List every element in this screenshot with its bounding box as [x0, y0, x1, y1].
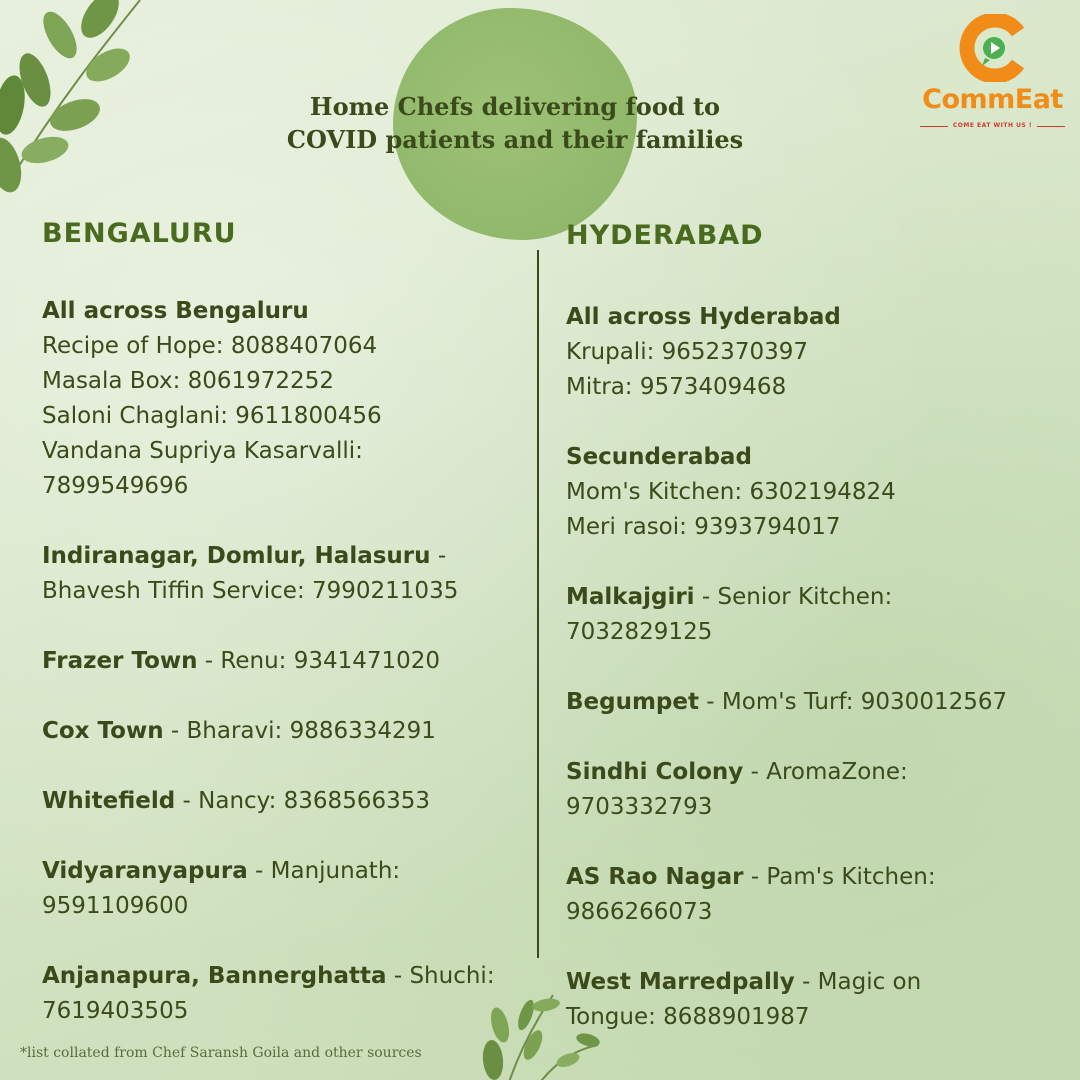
- contact-text: - Pam's Kitchen:: [743, 864, 936, 890]
- list-item: Recipe of Hope: 8088407064: [42, 333, 378, 359]
- list-item: [566, 755, 908, 825]
- area-name: Frazer Town: [42, 648, 198, 674]
- page-title-line-2: COVID patients and their families: [286, 125, 744, 154]
- list-item: Mom's Kitchen: 6302194824: [566, 479, 896, 505]
- list-item: Vandana Supriya Kasarvalli:: [42, 438, 363, 464]
- contact-text: - Manjunath:: [247, 858, 401, 884]
- list-item: [566, 860, 936, 930]
- section-heading: All across Hyderabad: [566, 304, 841, 330]
- leaf-sprig-bottom-icon: [478, 985, 608, 1080]
- contact-text: 9591109600: [42, 893, 189, 919]
- contact-text: 7032829125: [566, 619, 713, 645]
- list-item: [42, 959, 495, 1029]
- list-item: [566, 965, 921, 1035]
- contact-text: -: [430, 543, 447, 569]
- section-heading: All across Bengaluru: [42, 298, 309, 324]
- contact-text: - Renu: 9341471020: [197, 648, 441, 674]
- area-name: AS Rao Nagar: [566, 864, 744, 890]
- hyderabad-secunderabad: [566, 440, 896, 545]
- contact-text: Tongue: 8688901987: [566, 1004, 810, 1030]
- list-item: Krupali: 9652370397: [566, 339, 808, 365]
- hyderabad-all-across: [566, 300, 841, 405]
- contact-text: - Nancy: 8368566353: [175, 788, 430, 814]
- area-name: Malkajgiri: [566, 584, 695, 610]
- section-heading: Secunderabad: [566, 444, 752, 470]
- area-name: Sindhi Colony: [566, 759, 744, 785]
- list-item: Saloni Chaglani: 9611800456: [42, 403, 382, 429]
- area-name: Begumpet: [566, 689, 699, 715]
- list-item: [42, 714, 436, 749]
- area-name: Vidyaranyapura: [42, 858, 248, 884]
- commeat-c-play-icon: [958, 14, 1026, 82]
- list-item: [42, 854, 400, 924]
- list-item: [42, 784, 430, 819]
- footnote: *list collated from Chef Saransh Goila and other sources: [20, 1045, 422, 1061]
- logo-tagline: COME EAT WITH US !: [910, 122, 1075, 129]
- contact-text: - Mom's Turf: 9030012567: [699, 689, 1008, 715]
- contact-text: - Bharavi: 9886334291: [163, 718, 436, 744]
- list-item: [42, 644, 440, 679]
- list-item: [566, 580, 892, 650]
- page-title: [250, 90, 780, 156]
- contact-text: - Magic on: [794, 969, 922, 995]
- contact-text: 7619403505: [42, 998, 189, 1024]
- contact-text: 9703332793: [566, 794, 713, 820]
- contact-text: Bhavesh Tiffin Service: 7990211035: [42, 578, 459, 604]
- leaf-branch-top-left-icon: [0, 0, 160, 210]
- contact-text: - Senior Kitchen:: [694, 584, 893, 610]
- list-item: Meri rasoi: 9393794017: [566, 514, 841, 540]
- list-item: [42, 539, 458, 609]
- area-name: Anjanapura, Bannerghatta: [42, 963, 387, 989]
- list-item: [566, 685, 1007, 720]
- hyderabad-heading: HYDERABAD: [566, 220, 764, 251]
- list-item: Mitra: 9573409468: [566, 374, 787, 400]
- bengaluru-heading: BENGALURU: [42, 218, 237, 249]
- contact-text: - Shuchi:: [386, 963, 495, 989]
- commeat-logo: [910, 12, 1075, 137]
- logo-name: CommEat: [922, 84, 1063, 115]
- column-divider: [537, 250, 539, 958]
- area-name: Cox Town: [42, 718, 164, 744]
- page-title-line-1: Home Chefs delivering food to: [309, 92, 721, 121]
- area-name: Indiranagar, Domlur, Halasuru: [42, 543, 431, 569]
- area-name: Whitefield: [42, 788, 176, 814]
- bengaluru-all-across: [42, 294, 382, 504]
- list-item: Masala Box: 8061972252: [42, 368, 334, 394]
- area-name: West Marredpally: [566, 969, 795, 995]
- contact-text: - AromaZone:: [743, 759, 908, 785]
- contact-text: 9866266073: [566, 899, 713, 925]
- list-item: 7899549696: [42, 473, 189, 499]
